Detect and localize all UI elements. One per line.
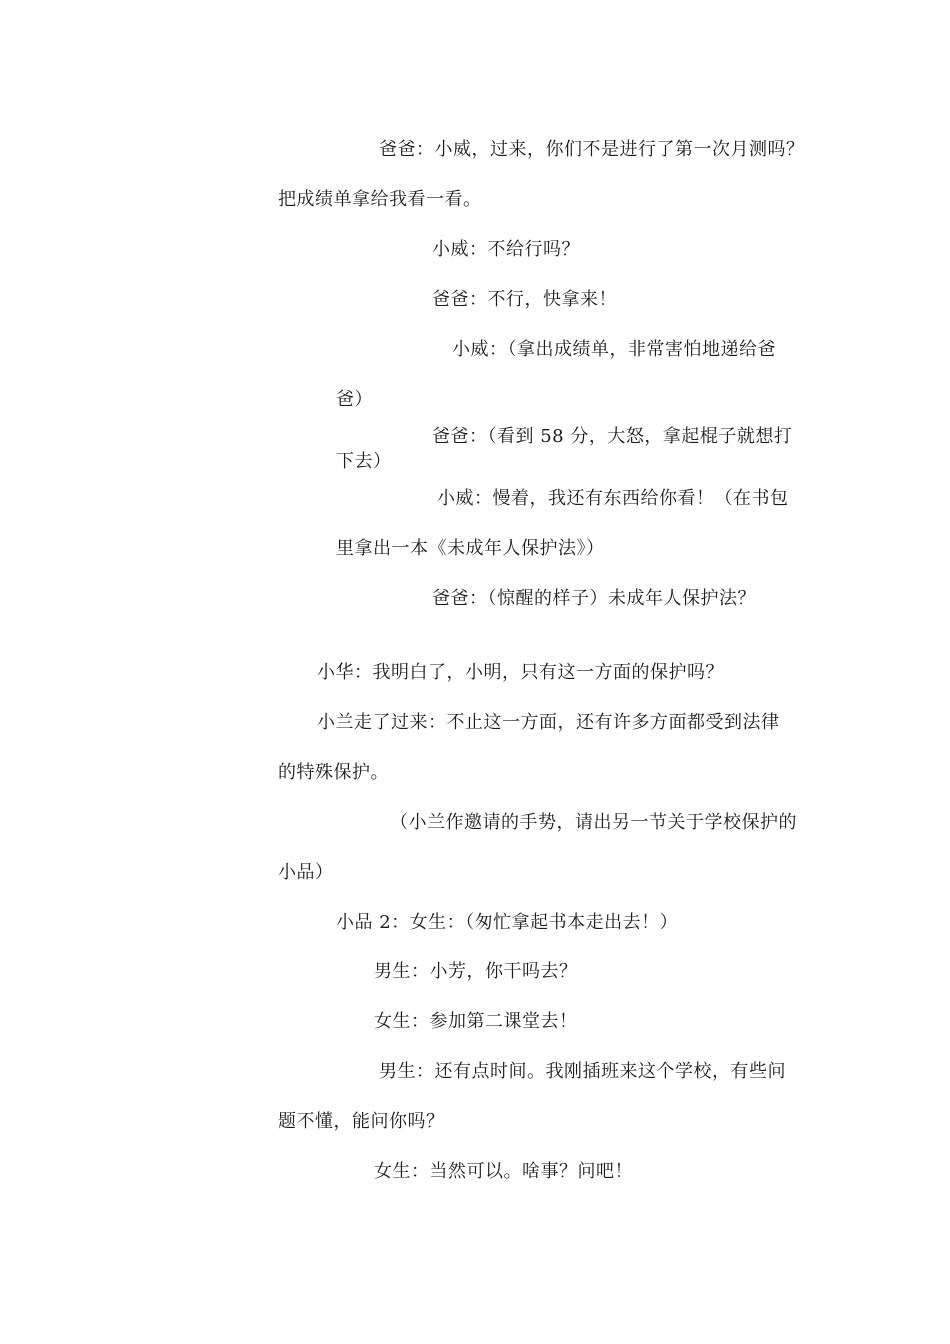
dialogue-line: 男生：还有点时间。我刚插班来这个学校，有些问 — [379, 1061, 786, 1082]
dialogue-line: 小威：不给行吗？ — [432, 239, 580, 260]
dialogue-line: 把成绩单拿给我看一看。 — [278, 189, 482, 210]
dialogue-line: 下去） — [336, 451, 392, 472]
dialogue-line: 爸爸：（看到 58 分，大怒，拿起棍子就想打 — [432, 426, 793, 447]
dialogue-line: 男生：小芳，你干吗去？ — [374, 961, 578, 982]
dialogue-line: 女生：当然可以。啥事？问吧！ — [374, 1161, 633, 1182]
dialogue-line: 的特殊保护。 — [278, 762, 389, 783]
dialogue-line: 小威：慢着，我还有东西给你看！（在书包 — [437, 488, 789, 509]
dialogue-line: 爸） — [336, 389, 373, 410]
dialogue-line: 女生：参加第二课堂去！ — [374, 1011, 578, 1032]
dialogue-line: 爸爸：（惊醒的样子）未成年人保护法？ — [432, 588, 756, 609]
dialogue-line: 小兰走了过来：不止这一方面，还有许多方面都受到法律 — [317, 712, 780, 733]
dialogue-line: 爸爸：小威，过来，你们不是进行了第一次月测吗？ — [379, 139, 805, 160]
dialogue-line: 爸爸：不行，快拿来！ — [432, 289, 617, 310]
dialogue-line: 小品 2：女生：（匆忙拿起书本走出去！） — [336, 912, 679, 933]
dialogue-line: （小兰作邀请的手势，请出另一节关于学校保护的 — [390, 812, 797, 833]
dialogue-line: 题不懂，能问你吗？ — [278, 1111, 445, 1132]
dialogue-line: 小威：（拿出成绩单，非常害怕地递给爸 — [452, 339, 776, 360]
dialogue-line: 小品） — [278, 862, 334, 883]
dialogue-line: 里拿出一本《未成年人保护法》） — [336, 538, 605, 559]
dialogue-line: 小华：我明白了，小明，只有这一方面的保护吗？ — [317, 662, 724, 683]
